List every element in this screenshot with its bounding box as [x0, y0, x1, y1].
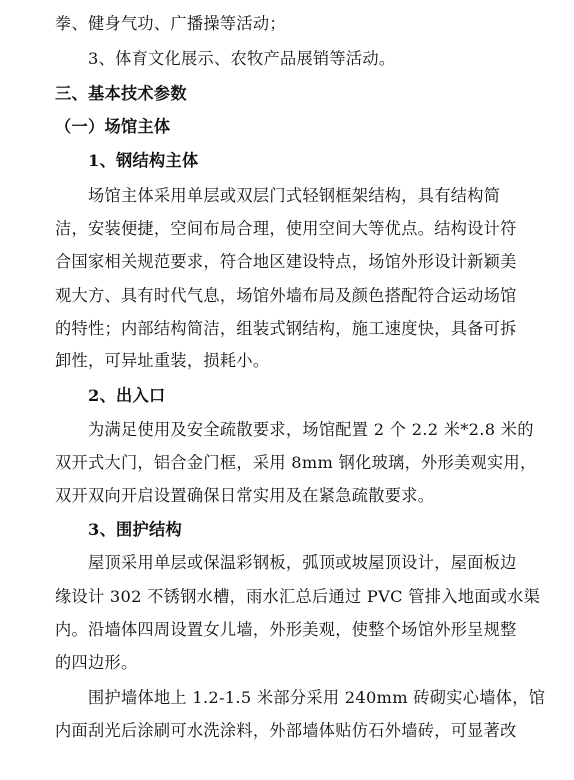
subsubsection-heading: 2、出入口	[88, 386, 166, 405]
paragraph-line: 的四边形。	[55, 653, 138, 672]
paragraph-line: 为满足使用及安全疏散要求，场馆配置 2 个 2.2 米*2.8 米的	[88, 420, 534, 439]
paragraph-line: 场馆主体采用单层或双层门式轻钢框架结构，具有结构简	[88, 186, 501, 205]
paragraph-line: 的特性；内部结构简洁，组装式钢结构，施工速度快，具备可拆	[55, 319, 517, 338]
paragraph-line: 洁，安装便捷，空间布局合理，使用空间大等优点。结构设计符	[55, 219, 517, 238]
section-heading: 三、基本技术参数	[55, 84, 187, 103]
subsubsection-heading: 1、钢结构主体	[88, 151, 199, 170]
paragraph-line: 围护墙体地上 1.2-1.5 米部分采用 240mm 砖砌实心墙体，馆	[88, 688, 546, 707]
subsection-heading: （一）场馆主体	[55, 117, 171, 136]
paragraph-line: 观大方、具有时代气息，场馆外墙布局及颜色搭配符合运动场馆	[55, 286, 517, 305]
paragraph-line: 内面刮光后涂刷可水洗涂料，外部墙体贴仿石外墙砖，可显著改	[55, 721, 517, 740]
list-item: 3、体育文化展示、农牧产品展销等活动。	[88, 49, 396, 68]
paragraph-line: 合国家相关规范要求，符合地区建设特点，场馆外形设计新颖美	[55, 252, 517, 271]
paragraph-line: 双开双向开启设置确保日常实用及在紧急疏散要求。	[55, 486, 435, 505]
paragraph-line: 屋顶采用单层或保温彩钢板，弧顶或坡屋顶设计，屋面板边	[88, 553, 517, 572]
paragraph-line: 双开式大门，铝合金门框，采用 8mm 钢化玻璃，外形美观实用，	[55, 453, 537, 472]
paragraph-line: 缘设计 302 不锈钢水槽，雨水汇总后通过 PVC 管排入地面或水渠	[55, 587, 541, 606]
text-line: 拳、健身气功、广播操等活动；	[55, 14, 286, 33]
paragraph-line: 卸性，可异址重装，损耗小。	[55, 351, 270, 370]
paragraph-line: 内。沿墙体四周设置女儿墙，外形美观，使整个场馆外形呈规整	[55, 620, 517, 639]
subsubsection-heading: 3、围护结构	[88, 520, 183, 539]
